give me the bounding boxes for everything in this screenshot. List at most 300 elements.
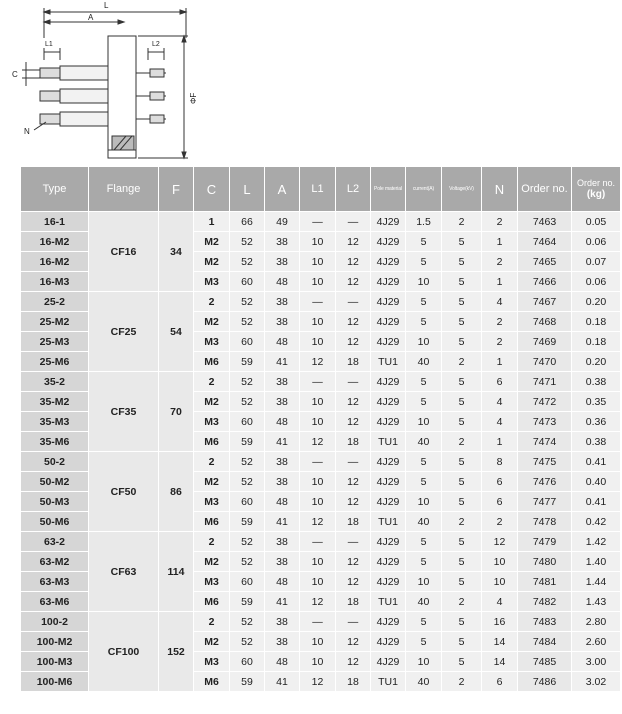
cell-l1: 10 [300,492,336,512]
header-order-no: Order no. [518,167,572,212]
cell-n: 14 [482,632,518,652]
cell-a: 38 [265,632,300,652]
cell-current: 5 [406,232,442,252]
header-l: L [230,167,265,212]
cell-n: 6 [482,672,518,692]
cell-order-no: 7480 [518,552,572,572]
cell-order-no: 7483 [518,612,572,632]
cell-n: 10 [482,572,518,592]
cell-c: 2 [194,372,230,392]
cell-pole-material: 4J29 [371,292,406,312]
cell-order-no: 7466 [518,272,572,292]
cell-voltage: 5 [442,412,482,432]
cell-weight: 2.60 [572,632,621,652]
cell-c: M2 [194,232,230,252]
cell-l1: 10 [300,652,336,672]
cell-a: 41 [265,352,300,372]
cell-n: 6 [482,372,518,392]
cell-c: M3 [194,572,230,592]
cell-current: 5 [406,392,442,412]
cell-n: 4 [482,412,518,432]
cell-l1: — [300,372,336,392]
cell-a: 38 [265,292,300,312]
cell-flange: CF63 [89,532,159,612]
cell-c: M2 [194,392,230,412]
cell-pole-material: 4J29 [371,572,406,592]
cell-type: 25-M3 [21,332,89,352]
cell-l1: 10 [300,252,336,272]
cell-l2: 12 [336,312,371,332]
cell-a: 48 [265,412,300,432]
cell-pole-material: 4J29 [371,452,406,472]
cell-l: 52 [230,252,265,272]
cell-type: 16-1 [21,212,89,232]
cell-weight: 0.35 [572,392,621,412]
cell-l2: — [336,532,371,552]
cell-order-no: 7481 [518,572,572,592]
cell-l1: 10 [300,472,336,492]
table-row [21,372,621,392]
cell-l1: 12 [300,672,336,692]
cell-voltage: 5 [442,652,482,672]
cell-f: 152 [159,612,194,692]
cell-pole-material: 4J29 [371,272,406,292]
cell-l1: 10 [300,552,336,572]
cell-weight: 0.38 [572,432,621,452]
cell-pole-material: 4J29 [371,652,406,672]
cell-type: 63-M6 [21,592,89,612]
cell-current: 10 [406,272,442,292]
cell-l2: 12 [336,392,371,412]
cell-flange: CF50 [89,452,159,532]
cell-order-no: 7469 [518,332,572,352]
feedthrough-drawing [0,0,220,166]
cell-l: 52 [230,392,265,412]
cell-voltage: 5 [442,312,482,332]
cell-c: 2 [194,532,230,552]
cell-type: 63-M2 [21,552,89,572]
cell-weight: 1.40 [572,552,621,572]
cell-order-no: 7467 [518,292,572,312]
header-pole-material: Pole material [371,167,406,212]
cell-l2: — [336,612,371,632]
dim-label-L: L [104,1,109,10]
cell-order-no: 7482 [518,592,572,612]
cell-weight: 2.80 [572,612,621,632]
cell-a: 38 [265,612,300,632]
cell-pole-material: 4J29 [371,532,406,552]
cell-current: 5 [406,312,442,332]
cell-flange: CF35 [89,372,159,452]
cell-weight: 1.43 [572,592,621,612]
cell-l2: 12 [336,652,371,672]
cell-type: 63-2 [21,532,89,552]
cell-a: 41 [265,512,300,532]
cell-l: 52 [230,472,265,492]
cell-c: M3 [194,412,230,432]
cell-c: 1 [194,212,230,232]
cell-weight: 0.06 [572,232,621,252]
cell-a: 38 [265,372,300,392]
cell-order-no: 7475 [518,452,572,472]
cell-l2: 12 [336,272,371,292]
cell-l: 60 [230,572,265,592]
cell-pole-material: 4J29 [371,252,406,272]
header-voltage: Voltage(kV) [442,167,482,212]
cell-l2: 12 [336,332,371,352]
cell-voltage: 5 [442,572,482,592]
cell-voltage: 2 [442,512,482,532]
cell-n: 2 [482,512,518,532]
cell-pole-material: 4J29 [371,212,406,232]
cell-type: 50-2 [21,452,89,472]
cell-l: 59 [230,432,265,452]
cell-current: 10 [406,572,442,592]
cell-pole-material: 4J29 [371,552,406,572]
cell-pole-material: 4J29 [371,492,406,512]
cell-type: 50-M6 [21,512,89,532]
cell-type: 35-2 [21,372,89,392]
cell-l: 66 [230,212,265,232]
cell-l: 52 [230,452,265,472]
cell-type: 100-M3 [21,652,89,672]
cell-c: M2 [194,252,230,272]
dim-label-C: C [12,70,18,79]
cell-a: 38 [265,232,300,252]
cell-l2: 12 [336,232,371,252]
cell-weight: 0.05 [572,212,621,232]
header-l1: L1 [300,167,336,212]
cell-l1: — [300,212,336,232]
dim-label-L1: L1 [45,41,53,48]
cell-current: 1.5 [406,212,442,232]
cell-pole-material: TU1 [371,592,406,612]
header-current: current(A) [406,167,442,212]
cell-n: 1 [482,432,518,452]
cell-l: 52 [230,552,265,572]
cell-current: 5 [406,472,442,492]
cell-current: 10 [406,652,442,672]
cell-l1: 10 [300,572,336,592]
cell-a: 41 [265,672,300,692]
cell-l1: 10 [300,412,336,432]
cell-weight: 0.18 [572,332,621,352]
cell-l2: 12 [336,632,371,652]
cell-pole-material: TU1 [371,512,406,532]
cell-current: 5 [406,372,442,392]
cell-c: 2 [194,612,230,632]
cell-a: 48 [265,652,300,672]
cell-n: 2 [482,212,518,232]
cell-current: 40 [406,592,442,612]
cell-l2: 12 [336,472,371,492]
cell-type: 16-M2 [21,232,89,252]
cell-l1: 10 [300,332,336,352]
cell-n: 6 [482,492,518,512]
cell-weight: 0.20 [572,292,621,312]
cell-a: 48 [265,272,300,292]
cell-flange: CF16 [89,212,159,292]
cell-order-no: 7486 [518,672,572,692]
cell-l: 52 [230,292,265,312]
cell-n: 10 [482,552,518,572]
cell-weight: 0.20 [572,352,621,372]
header-a: A [265,167,300,212]
cell-current: 40 [406,672,442,692]
cell-f: 70 [159,372,194,452]
cell-pole-material: 4J29 [371,392,406,412]
dim-label-N: N [24,127,30,136]
cell-current: 5 [406,632,442,652]
cell-voltage: 5 [442,532,482,552]
cell-current: 40 [406,512,442,532]
cell-c: M3 [194,272,230,292]
cell-type: 25-2 [21,292,89,312]
cell-c: M6 [194,512,230,532]
cell-weight: 0.06 [572,272,621,292]
cell-weight: 0.36 [572,412,621,432]
cell-c: M3 [194,332,230,352]
cell-type: 50-M3 [21,492,89,512]
cell-l2: 18 [336,432,371,452]
cell-l: 60 [230,272,265,292]
cell-l2: 12 [336,572,371,592]
cell-weight: 0.18 [572,312,621,332]
cell-l: 59 [230,592,265,612]
cell-n: 4 [482,592,518,612]
cell-l1: — [300,532,336,552]
cell-current: 5 [406,452,442,472]
cell-n: 1 [482,232,518,252]
cell-weight: 0.42 [572,512,621,532]
cell-l: 52 [230,632,265,652]
cell-n: 12 [482,532,518,552]
cell-pole-material: TU1 [371,352,406,372]
cell-voltage: 5 [442,252,482,272]
cell-voltage: 5 [442,292,482,312]
cell-l: 52 [230,532,265,552]
cell-l2: 12 [336,252,371,272]
cell-current: 10 [406,332,442,352]
cell-n: 1 [482,272,518,292]
cell-l: 60 [230,412,265,432]
dim-label-A: A [88,13,94,22]
spec-table [20,166,621,692]
cell-c: 2 [194,452,230,472]
cell-l2: 18 [336,592,371,612]
cell-a: 38 [265,552,300,572]
cell-l: 60 [230,492,265,512]
cell-order-no: 7478 [518,512,572,532]
cell-l1: 12 [300,512,336,532]
cell-l1: 12 [300,432,336,452]
cell-pole-material: TU1 [371,432,406,452]
cell-l: 60 [230,652,265,672]
cell-weight: 0.41 [572,452,621,472]
cell-c: M2 [194,632,230,652]
header-weight-unit: (kg) [586,189,606,200]
cell-l1: 12 [300,352,336,372]
cell-weight: 0.40 [572,472,621,492]
header-l2: L2 [336,167,371,212]
cell-current: 5 [406,552,442,572]
cell-voltage: 5 [442,232,482,252]
cell-l1: — [300,292,336,312]
cell-type: 25-M6 [21,352,89,372]
cell-weight: 3.02 [572,672,621,692]
cell-voltage: 5 [442,612,482,632]
cell-l: 52 [230,372,265,392]
table-header-row [21,167,621,212]
cell-l1: 10 [300,272,336,292]
cell-c: M6 [194,432,230,452]
cell-type: 35-M2 [21,392,89,412]
cell-type: 50-M2 [21,472,89,492]
cell-pole-material: TU1 [371,672,406,692]
cell-a: 38 [265,252,300,272]
cell-l1: 12 [300,592,336,612]
cell-weight: 1.42 [572,532,621,552]
cell-n: 2 [482,252,518,272]
cell-order-no: 7473 [518,412,572,432]
cell-weight: 0.38 [572,372,621,392]
cell-c: M2 [194,472,230,492]
cell-l2: — [336,292,371,312]
cell-c: M3 [194,492,230,512]
cell-voltage: 2 [442,592,482,612]
cell-type: 25-M2 [21,312,89,332]
cell-n: 4 [482,392,518,412]
cell-c: 2 [194,292,230,312]
cell-n: 2 [482,332,518,352]
cell-f: 34 [159,212,194,292]
cell-f: 54 [159,292,194,372]
cell-current: 5 [406,532,442,552]
table-row [21,612,621,632]
cell-f: 114 [159,532,194,612]
cell-current: 40 [406,432,442,452]
cell-pole-material: 4J29 [371,232,406,252]
cell-flange: CF25 [89,292,159,372]
cell-pole-material: 4J29 [371,612,406,632]
cell-order-no: 7468 [518,312,572,332]
cell-l: 59 [230,672,265,692]
cell-l2: 12 [336,492,371,512]
cell-order-no: 7474 [518,432,572,452]
cell-a: 48 [265,332,300,352]
cell-a: 38 [265,532,300,552]
cell-c: M2 [194,552,230,572]
cell-c: M2 [194,312,230,332]
cell-current: 10 [406,492,442,512]
cell-n: 8 [482,452,518,472]
cell-l2: 18 [336,672,371,692]
cell-current: 10 [406,412,442,432]
cell-pole-material: 4J29 [371,632,406,652]
cell-l1: — [300,612,336,632]
cell-voltage: 2 [442,432,482,452]
cell-pole-material: 4J29 [371,332,406,352]
cell-type: 100-2 [21,612,89,632]
cell-n: 2 [482,312,518,332]
cell-order-no: 7471 [518,372,572,392]
cell-voltage: 2 [442,352,482,372]
cell-type: 16-M2 [21,252,89,272]
cell-voltage: 5 [442,632,482,652]
cell-l: 52 [230,612,265,632]
header-weight-top: Order no. [576,178,616,188]
table-row [21,292,621,312]
cell-n: 14 [482,652,518,672]
cell-l2: 18 [336,352,371,372]
header-c: C [194,167,230,212]
cell-c: M3 [194,652,230,672]
cell-weight: 3.00 [572,652,621,672]
cell-voltage: 5 [442,492,482,512]
cell-l1: 10 [300,392,336,412]
cell-pole-material: 4J29 [371,412,406,432]
cell-l2: — [336,212,371,232]
cell-order-no: 7472 [518,392,572,412]
cell-c: M6 [194,352,230,372]
cell-type: 63-M3 [21,572,89,592]
table-row [21,212,621,232]
cell-a: 48 [265,492,300,512]
cell-a: 38 [265,392,300,412]
cell-l2: 12 [336,552,371,572]
header-f: F [159,167,194,212]
cell-pole-material: 4J29 [371,372,406,392]
cell-l2: — [336,452,371,472]
dim-label-F: ΦF [189,92,198,104]
cell-order-no: 7484 [518,632,572,652]
header-type: Type [21,167,89,212]
dim-label-L2: L2 [152,41,160,48]
cell-l1: 10 [300,312,336,332]
cell-order-no: 7479 [518,532,572,552]
cell-voltage: 5 [442,392,482,412]
cell-type: 16-M3 [21,272,89,292]
header-n: N [482,167,518,212]
cell-weight: 0.07 [572,252,621,272]
cell-order-no: 7465 [518,252,572,272]
cell-a: 38 [265,452,300,472]
cell-l1: — [300,452,336,472]
cell-order-no: 7470 [518,352,572,372]
cell-pole-material: 4J29 [371,312,406,332]
cell-order-no: 7463 [518,212,572,232]
cell-voltage: 5 [442,332,482,352]
header-flange: Flange [89,167,159,212]
cell-n: 6 [482,472,518,492]
cell-voltage: 5 [442,452,482,472]
cell-l: 52 [230,232,265,252]
cell-voltage: 5 [442,372,482,392]
cell-pole-material: 4J29 [371,472,406,492]
cell-order-no: 7477 [518,492,572,512]
table-row [21,532,621,552]
cell-voltage: 5 [442,552,482,572]
cell-l: 60 [230,332,265,352]
cell-a: 41 [265,592,300,612]
cell-c: M6 [194,672,230,692]
cell-l2: 18 [336,512,371,532]
cell-flange: CF100 [89,612,159,692]
cell-l1: 10 [300,632,336,652]
cell-a: 49 [265,212,300,232]
cell-weight: 1.44 [572,572,621,592]
cell-order-no: 7476 [518,472,572,492]
